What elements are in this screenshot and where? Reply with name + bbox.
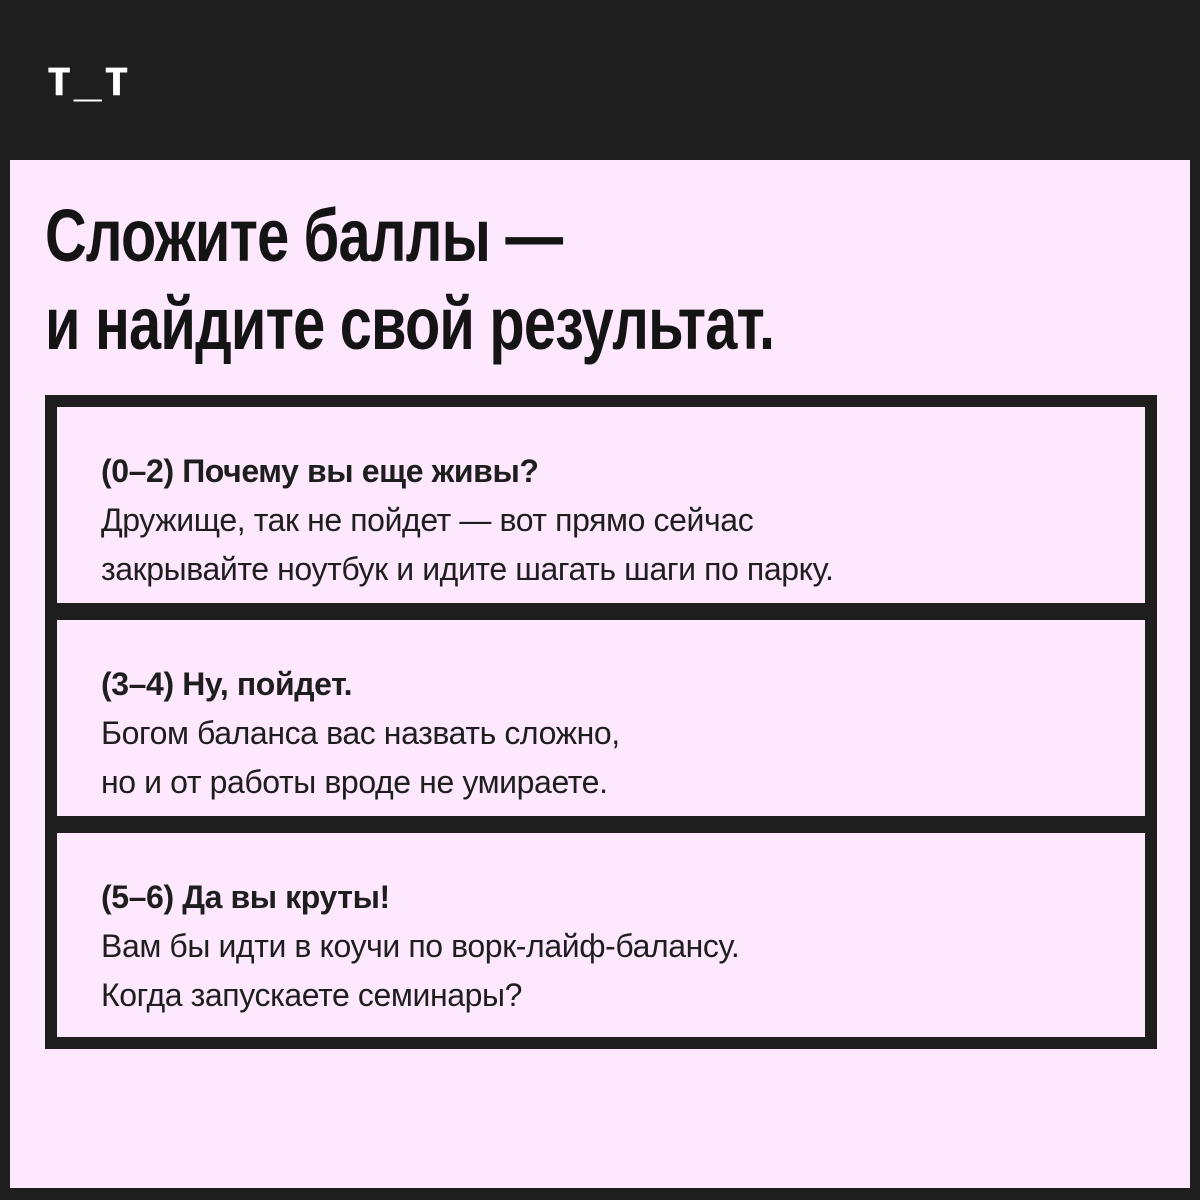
result-text-line: Богом баланса вас назвать сложно, bbox=[101, 715, 620, 751]
result-heading: (3–4) Ну, пойдет. bbox=[101, 666, 353, 702]
result-text-line: Дружище, так не пойдет — вот прямо сейчас bbox=[101, 502, 754, 538]
result-heading: (5–6) Да вы круты! bbox=[101, 879, 390, 915]
result-card-0-2 bbox=[57, 407, 1145, 603]
title-line-2: и найдите свой результат. bbox=[45, 282, 775, 365]
results-table bbox=[45, 395, 1157, 1049]
result-card-5-6 bbox=[57, 833, 1145, 1037]
result-heading: (0–2) Почему вы еще живы? bbox=[101, 453, 539, 489]
brand-logo: т_т bbox=[47, 49, 132, 107]
result-card-3-4 bbox=[57, 620, 1145, 816]
result-text-line: закрывайте ноутбук и идите шагать шаги по парку. bbox=[101, 551, 834, 587]
result-text-line: Вам бы идти в коучи по ворк-лайф-балансу. bbox=[101, 928, 740, 964]
page-title bbox=[45, 192, 774, 368]
result-text-line: но и от работы вроде не умираете. bbox=[101, 764, 608, 800]
title-line-1: Сложите баллы — bbox=[45, 194, 563, 277]
result-text-line: Когда запускаете семинары? bbox=[101, 977, 523, 1013]
